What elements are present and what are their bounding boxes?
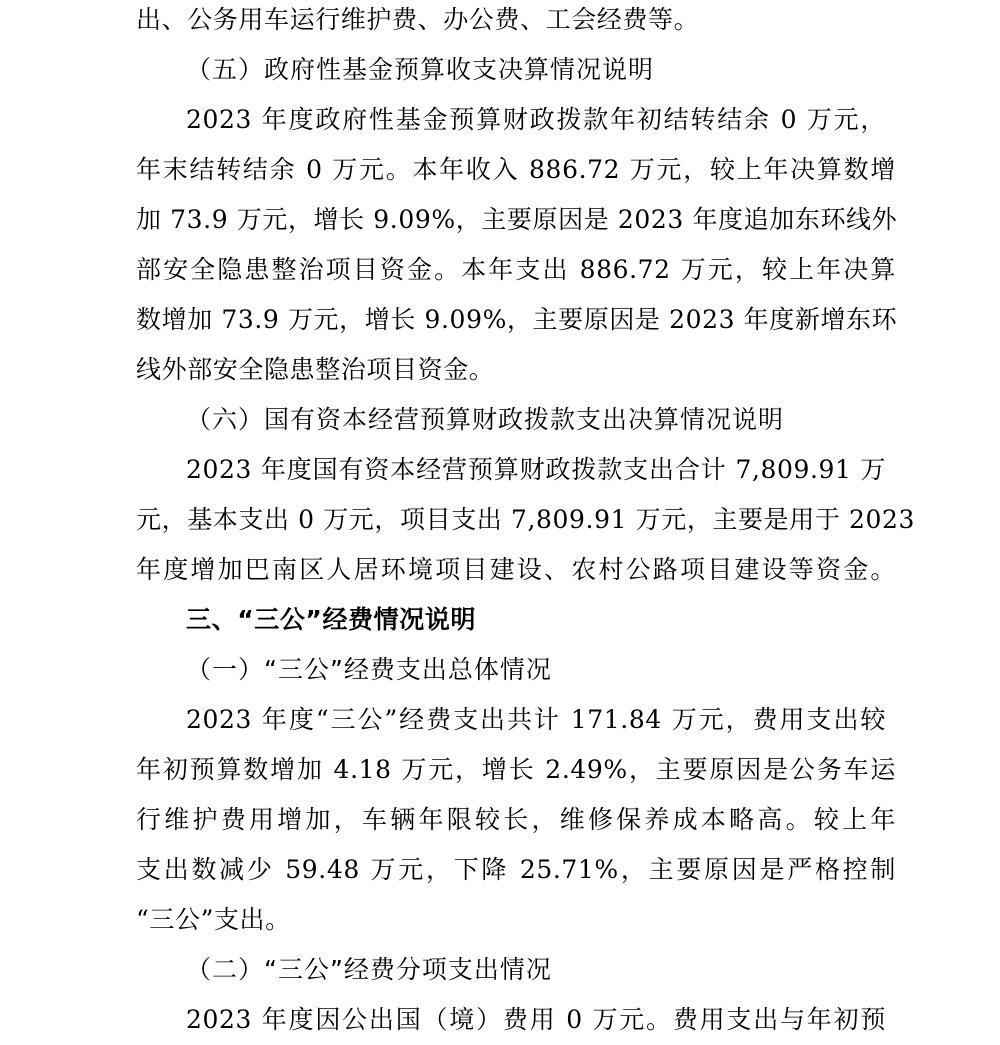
paragraph-line: 2023 年度国有资本经营预算财政拨款支出合计 7,809.91 万 [186, 455, 886, 484]
paragraph-line: 支出数减少 59.48 万元，下降 25.71%，主要原因是严格控制 [136, 855, 896, 884]
paragraph-line: 2023 年度因公出国（境）费用 0 万元。费用支出与年初预 [186, 1005, 886, 1034]
paragraph-line: 2023 年度“三公”经费支出共计 171.84 万元，费用支出较 [186, 705, 886, 734]
paragraph-line: 年初预算数增加 4.18 万元，增长 2.49%，主要原因是公务车运 [136, 755, 896, 784]
section-heading-6: （六）国有资本经营预算财政拨款支出决算情况说明 [186, 405, 785, 434]
paragraph-line: 线外部安全隐患整治项目资金。 [136, 355, 495, 384]
paragraph-line: 部安全隐患整治项目资金。本年支出 886.72 万元，较上年决算 [136, 255, 896, 284]
paragraph-line: 加 73.9 万元，增长 9.09%，主要原因是 2023 年度追加东环线外 [136, 205, 898, 234]
paragraph-line: 年度增加巴南区人居环境项目建设、农村公路项目建设等资金。 [136, 555, 896, 584]
section-heading-3-2: （二）“三公”经费分项支出情况 [186, 955, 552, 984]
section-heading-5: （五）政府性基金预算收支决算情况说明 [186, 55, 655, 84]
paragraph-line: 出、公务用车运行维护费、办公费、工会经费等。 [136, 5, 700, 34]
paragraph-line: 2023 年度政府性基金预算财政拨款年初结转结余 0 万元， [186, 105, 886, 134]
paragraph-line: “三公”支出。 [136, 905, 291, 934]
paragraph-line: 数增加 73.9 万元，增长 9.09%，主要原因是 2023 年度新增东环 [136, 305, 898, 334]
chapter-heading-3: 三、“三公”经费情况说明 [186, 605, 477, 634]
paragraph-line: 年末结转结余 0 万元。本年收入 886.72 万元，较上年决算数增 [136, 155, 896, 184]
paragraph-line: 元，基本支出 0 万元，项目支出 7,809.91 万元，主要是用于 2023 [136, 505, 915, 534]
section-heading-3-1: （一）“三公”经费支出总体情况 [186, 655, 552, 684]
paragraph-line: 行维护费用增加，车辆年限较长，维修保养成本略高。较上年 [136, 805, 896, 834]
